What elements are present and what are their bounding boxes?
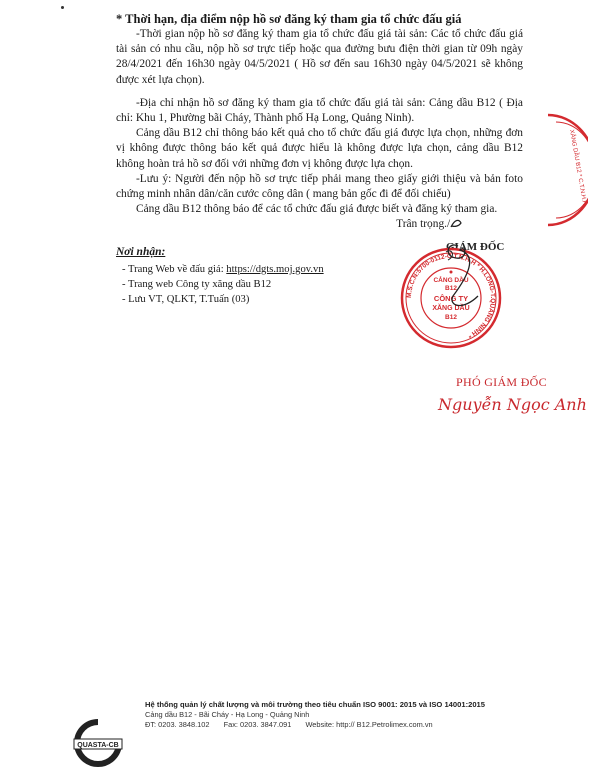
recipient-label: - Trang web Công ty xăng dầu B12 (122, 279, 272, 290)
signer-position: GIÁM ĐỐC (446, 241, 505, 253)
paragraph-announcement: Cảng dầu B12 thông báo để các tổ chức đấu giá được biết và đăng ký tham gia. (136, 203, 498, 216)
footer-fax: Fax: 0203. 3847.091 (223, 720, 292, 729)
handwritten-signature (438, 236, 508, 326)
recipient-label: - Lưu VT, QLKT, T.Tuấn (03) (122, 294, 250, 305)
seal-line: XĂNG DẦU (432, 305, 470, 312)
closing-line (116, 217, 523, 232)
quasta-logo (72, 718, 124, 768)
paragraph-submission-time: -Thời gian nộp hồ sơ đăng ký tham gia tổ chức đấu giá tài sản: Các tổ chức đấu giá tài sản có nhu cầu, nộp hồ sơ trực tiếp hoặc qua đường bưu điện thời gian từ 09h ngày 28/4/2021 đến 16h30 ngày 04/5/2021 ( Hồ sơ đến sau 16h30 ngày 04/5/2021 sẽ không được xét lựa chọn). (116, 28, 523, 86)
signer-name: Nguyễn Ngọc Anh (438, 395, 587, 414)
recipient-label: - Trang Web về đấu giá: (122, 264, 227, 275)
footer-standards: Hệ thống quản lý chất lượng và môi trường theo tiêu chuẩn ISO 9001: 2015 và ISO 14001:2015 (145, 700, 485, 709)
recipient-item (116, 277, 324, 292)
recipient-link[interactable]: https://dgts.moj.gov.vn (226, 264, 324, 275)
footer-contact-row (145, 720, 485, 730)
seal-line: B12 (445, 314, 457, 321)
deputy-title: PHÓ GIÁM ĐỐC (456, 375, 547, 389)
footer-phone: ĐT: 0203. 3848.102 (145, 720, 210, 729)
paragraph-result-notice: Cảng dầu B12 chỉ thông báo kết quả cho tổ chức đấu giá được lựa chọn, những đơn vị không được thông báo kết quả được hiểu là không được lựa chọn, cảng dầu B12 không hoàn trả hồ sơ đối với những đơn vị không được lựa chọn. (116, 127, 523, 170)
paragraph-address: -Địa chỉ nhận hồ sơ đăng ký tham gia tổ chức đấu giá tài sản: Cảng dầu B12 ( Địa chỉ: Khu 1, Phường bãi Cháy, Thành phố Hạ Long, Quảng Ninh). (116, 96, 523, 125)
seal-line: B12 (445, 285, 457, 292)
footer-website[interactable]: Website: http:// B12.Petrolimex.com.vn (305, 720, 433, 729)
paragraph-note: -Lưu ý: Người đến nộp hồ sơ trực tiếp phải mang theo giấy giới thiệu và bản foto chứng minh nhân dân/căn cước công dân ( mang bản gốc đi để đối chiếu) (116, 172, 523, 201)
side-stamp (528, 110, 588, 230)
logo-text: QUASTA-CB (77, 742, 119, 749)
footer-address: Cảng dầu B12 - Bãi Cháy - Hạ Long - Quảng Ninh (145, 710, 310, 719)
scan-speck (61, 6, 64, 9)
seal-line: CÔNG TY (433, 294, 469, 303)
document-body (116, 27, 523, 233)
footer (145, 700, 485, 730)
recipients-block (116, 245, 324, 307)
closing-text: Trân trọng./. (396, 218, 453, 231)
section-heading: * Thời hạn, địa điểm nộp hồ sơ đăng ký tham gia tổ chức đấu giá (116, 12, 462, 26)
recipient-item (116, 292, 324, 307)
recipients-title: Nơi nhận: (116, 246, 166, 258)
recipient-item (116, 262, 324, 277)
side-stamp-text: XĂNG DẦU B12 * C.T.N.H.H (568, 129, 588, 206)
seal-ring-text: M.S.C.N:5700-0112-C.T.N.H.H * H.LONG-T.QUẢNG NINH * (405, 252, 497, 339)
seal-line: CẢNG DẦU (433, 277, 469, 284)
initial-mark (449, 217, 463, 229)
